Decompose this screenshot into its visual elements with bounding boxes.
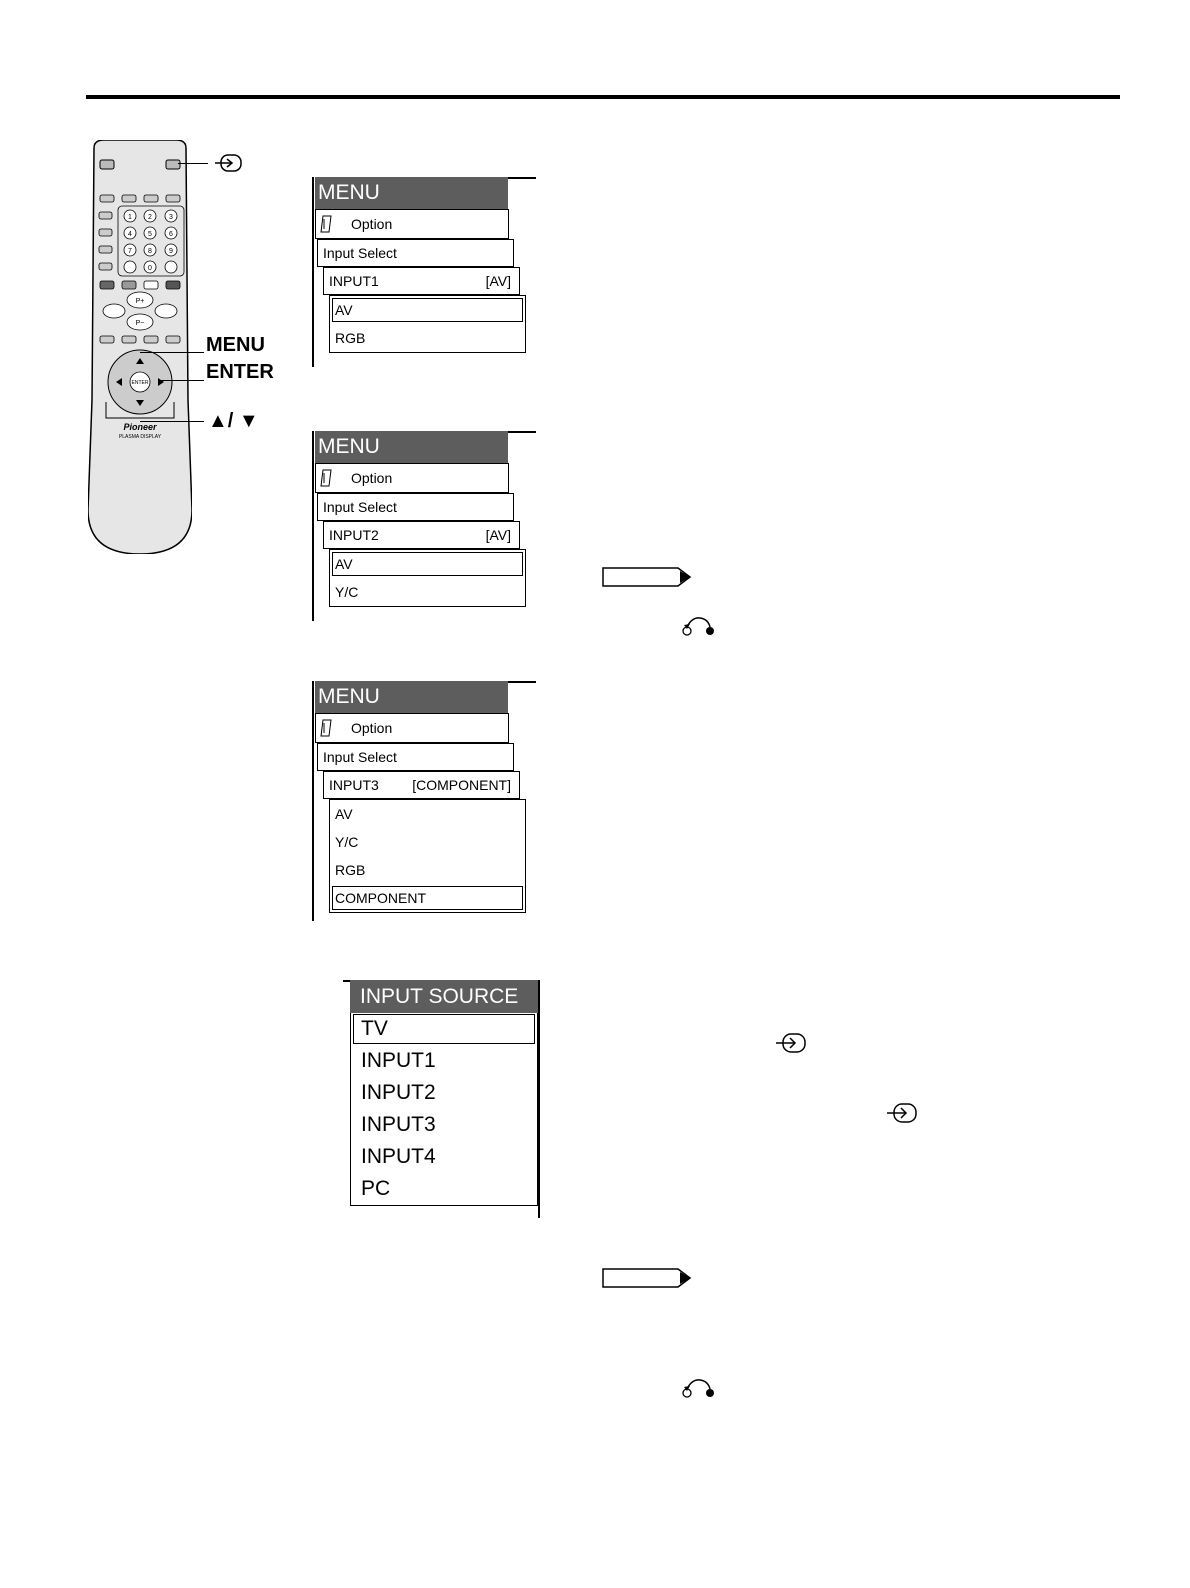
menu-option-row [315, 713, 509, 743]
source-item-input2: INPUT2 [361, 1081, 436, 1104]
input-callout-line [178, 163, 208, 164]
remote-control-illustration [88, 140, 192, 554]
screen-frame-left [312, 177, 314, 367]
svg-text:5: 5 [148, 231, 152, 238]
svg-text:Pioneer: Pioneer [123, 422, 157, 432]
input-select-icon [886, 1103, 918, 1128]
list-item-component: COMPONENT [330, 884, 525, 912]
svg-text:PLASMA DISPLAY: PLASMA DISPLAY [118, 434, 162, 440]
input-name: INPUT2 [329, 527, 379, 543]
option-label: Option [351, 720, 393, 736]
menu-callout-line [140, 352, 204, 353]
source-item-input4: INPUT4 [361, 1145, 436, 1168]
screen-frame-top [508, 177, 536, 179]
list-item-av: AV [335, 806, 353, 822]
svg-text:3: 3 [169, 214, 173, 221]
screen-frame-top [508, 431, 536, 433]
osd-screen-input3 [312, 681, 542, 921]
option-icon [320, 215, 332, 233]
screen-frame-left [312, 431, 314, 621]
svg-text:ENTER: ENTER [131, 380, 149, 386]
updown-callout: ▲/ ▼ [208, 410, 259, 432]
source-item-input3: INPUT3 [361, 1113, 436, 1136]
input-source-screen [343, 980, 540, 1220]
input-value: [COMPONENT] [412, 777, 511, 793]
svg-text:0: 0 [148, 265, 152, 272]
menu-title: MENU [315, 431, 508, 463]
svg-text:P+: P+ [135, 298, 145, 305]
source-item-tv: TV [351, 1013, 537, 1045]
screen-frame-right [538, 980, 540, 1218]
osd-screen-input1 [312, 177, 542, 367]
page-header-rule [86, 95, 1120, 99]
input-name: INPUT3 [329, 777, 379, 793]
svg-text:2: 2 [148, 214, 152, 221]
updown-callout-line [140, 421, 204, 422]
input-name-row [323, 771, 520, 799]
svg-text:4: 4 [128, 231, 132, 238]
input-type-list [329, 549, 526, 607]
input-type-list [329, 295, 526, 353]
input-source-list [350, 1013, 538, 1206]
input-select-row: Input Select [317, 493, 514, 521]
svg-text:7: 7 [128, 248, 132, 255]
list-item-rgb: RGB [335, 330, 366, 346]
menu-title: MENU [315, 681, 508, 713]
svg-text:8: 8 [148, 248, 152, 255]
svg-text:9: 9 [169, 248, 173, 255]
return-icon [682, 615, 716, 637]
input-select-row: Input Select [317, 743, 514, 771]
input-select-icon [214, 154, 242, 177]
menu-option-row [315, 463, 509, 493]
list-item-av: AV [330, 550, 525, 578]
input-select-icon [775, 1033, 807, 1058]
input-name-row [323, 521, 520, 549]
return-icon [682, 1377, 716, 1399]
input-value: [AV] [485, 273, 511, 289]
list-item-rgb: RGB [335, 862, 366, 878]
list-item-yc: Y/C [335, 834, 359, 850]
svg-text:P−: P− [135, 320, 145, 327]
option-icon [320, 469, 332, 487]
input-name-row [323, 267, 520, 295]
list-item-av: AV [330, 296, 525, 324]
input-name: INPUT1 [329, 273, 379, 289]
menu-callout: MENU [206, 334, 265, 356]
option-icon [320, 719, 332, 737]
enter-callout-line [158, 380, 204, 381]
list-item-yc: Y/C [335, 584, 359, 600]
svg-text:1: 1 [128, 214, 132, 221]
input-select-row: Input Select [317, 239, 514, 267]
menu-title: MENU [315, 177, 508, 209]
svg-text:6: 6 [169, 231, 173, 238]
source-item-pc: PC [361, 1177, 391, 1200]
input-type-list [329, 799, 526, 913]
source-item-input1: INPUT1 [361, 1049, 436, 1072]
note-arrow-icon [602, 567, 692, 587]
input-source-title: INPUT SOURCE [350, 980, 538, 1013]
screen-frame-top [508, 681, 536, 683]
input-value: [AV] [485, 527, 511, 543]
note-arrow-icon [602, 1268, 692, 1288]
option-label: Option [351, 470, 393, 486]
option-label: Option [351, 216, 393, 232]
screen-frame-left [312, 681, 314, 921]
osd-screen-input2 [312, 431, 542, 621]
menu-option-row [315, 209, 509, 239]
enter-callout: ENTER [206, 361, 274, 383]
